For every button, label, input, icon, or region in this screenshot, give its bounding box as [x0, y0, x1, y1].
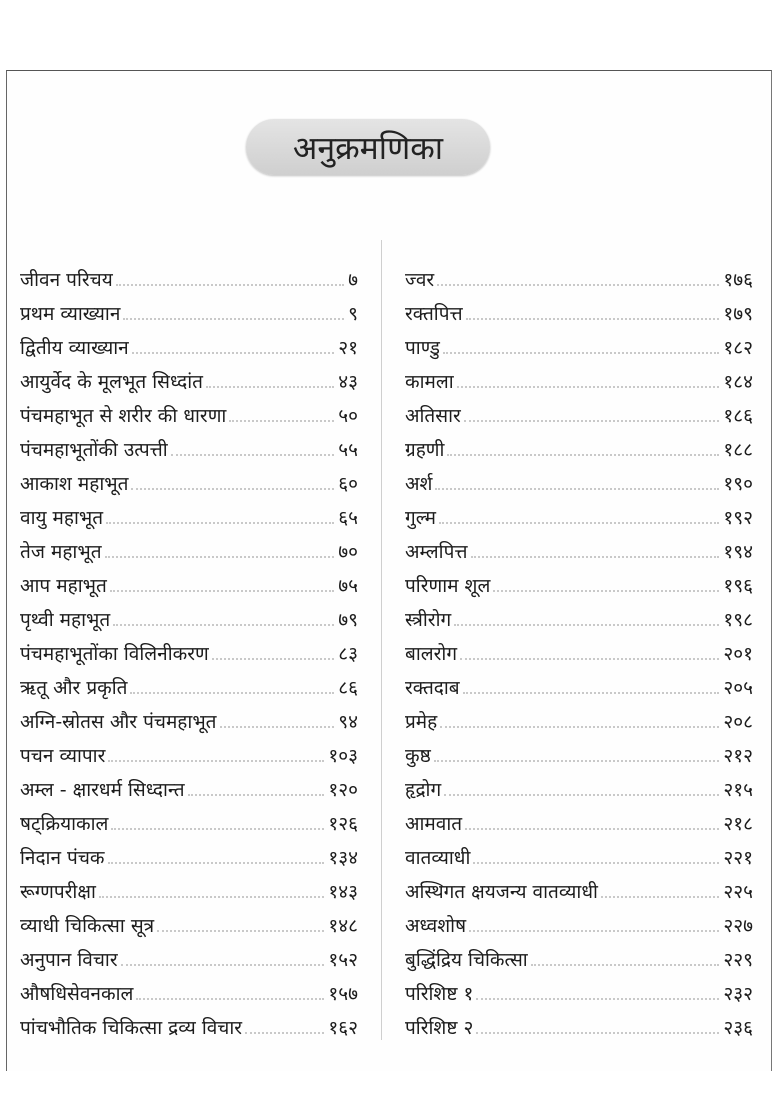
- toc-entry-page: १९२: [723, 507, 753, 529]
- toc-entry-page: ८६: [338, 677, 358, 699]
- toc-entry-title: आमवात: [405, 813, 463, 835]
- dot-leader: [121, 964, 325, 966]
- toc-entry-title: पचन व्यापार: [20, 745, 106, 767]
- toc-entry-title: जीवन परिचय: [20, 269, 113, 291]
- dot-leader: [460, 658, 719, 660]
- toc-entry-page: १७९: [723, 303, 753, 325]
- toc-entry-page: १९०: [723, 473, 753, 495]
- toc-entry-page: १४८: [328, 915, 358, 937]
- toc-entry: [20, 938, 358, 972]
- dot-leader: [116, 284, 344, 286]
- toc-entry: [20, 972, 358, 1006]
- toc-entry: [405, 870, 753, 904]
- dot-leader: [466, 318, 720, 320]
- toc-entry-page: १८२: [723, 337, 753, 359]
- toc-entry: [405, 632, 753, 666]
- toc-entry: [405, 326, 753, 360]
- toc-entry-title: निदान पंचक: [20, 847, 105, 869]
- dot-leader: [531, 964, 720, 966]
- dot-leader: [439, 522, 719, 524]
- toc-entry-title: रूग्णपरीक्षा: [20, 881, 96, 903]
- toc-entry-page: ७५: [338, 575, 358, 597]
- toc-entry-page: ५०: [338, 405, 358, 427]
- dot-leader: [136, 998, 324, 1000]
- toc-entry: [20, 734, 358, 768]
- toc-entry: [20, 632, 358, 666]
- dot-leader: [454, 624, 719, 626]
- toc-entry-page: ६०: [338, 473, 358, 495]
- dot-leader: [106, 522, 334, 524]
- toc-entry: [405, 394, 753, 428]
- toc-entry-title: आप महाभूत: [20, 575, 107, 597]
- toc-entry: [20, 700, 358, 734]
- toc-entry-page: १८८: [723, 439, 753, 461]
- toc-entry: [405, 836, 753, 870]
- toc-entry-title: पृथ्वी महाभूत: [20, 609, 111, 631]
- toc-entry: [20, 428, 358, 462]
- toc-entry-page: २०८: [723, 711, 753, 733]
- dot-leader: [105, 556, 335, 558]
- toc-entry-page: २१२: [723, 745, 753, 767]
- toc-entry-page: २३६: [723, 1017, 753, 1039]
- toc-entry: [405, 700, 753, 734]
- toc-entry: [405, 258, 753, 292]
- toc-left-column: [20, 258, 358, 1040]
- dot-leader: [110, 590, 334, 592]
- toc-entry-page: १७६: [723, 269, 753, 291]
- dot-leader: [188, 794, 325, 796]
- dot-leader: [245, 1032, 324, 1034]
- toc-entry-page: २०१: [723, 643, 753, 665]
- dot-leader: [130, 692, 334, 694]
- toc-entry: [20, 564, 358, 598]
- dot-leader: [493, 590, 719, 592]
- toc-entry-title: वातव्याधी: [405, 847, 471, 869]
- toc-entry-title: गुल्म: [405, 507, 436, 529]
- toc-entry-page: १०३: [328, 745, 358, 767]
- toc-entry-page: १२०: [328, 779, 358, 801]
- toc-entry-title: व्याधी चिकित्सा सूत्र: [20, 915, 155, 937]
- toc-entry: [405, 938, 753, 972]
- toc-entry-page: १५७: [328, 983, 358, 1005]
- toc-entry: [20, 1006, 358, 1040]
- toc-entry-title: आयुर्वेद के मूलभूत सिध्दांत: [20, 371, 203, 393]
- toc-entry: [20, 904, 358, 938]
- toc-entry: [405, 972, 753, 1006]
- dot-leader: [463, 692, 720, 694]
- toc-entry-title: पंचमहाभूतोंकी उत्पत्ती: [20, 439, 168, 461]
- toc-entry: [405, 768, 753, 802]
- toc-entry: [20, 530, 358, 564]
- toc-entry-title: परिणाम शूल: [405, 575, 491, 597]
- dot-leader: [220, 726, 335, 728]
- toc-entry-title: अस्थिगत क्षयजन्य वातव्याधी: [405, 881, 598, 903]
- toc-entry: [20, 496, 358, 530]
- toc-entry-title: ऋतू और प्रकृति: [20, 677, 128, 699]
- toc-entry-page: ५५: [338, 439, 358, 461]
- toc-entry-page: १६२: [328, 1017, 358, 1039]
- toc-entry-title: रक्तदाब: [405, 677, 460, 699]
- dot-leader: [476, 1032, 719, 1034]
- dot-leader: [435, 488, 719, 490]
- dot-leader: [108, 760, 324, 762]
- toc-entry-title: अतिसार: [405, 405, 461, 427]
- dot-leader: [471, 556, 720, 558]
- toc-entry-title: रक्तपित्त: [405, 303, 463, 325]
- toc-entry: [405, 564, 753, 598]
- dot-leader: [434, 760, 720, 762]
- dot-leader: [229, 420, 334, 422]
- toc-entry: [405, 292, 753, 326]
- toc-entry: [405, 428, 753, 462]
- toc-entry-title: पंचमहाभूतोंका विलिनीकरण: [20, 643, 209, 665]
- toc-entry-page: २३२: [723, 983, 753, 1005]
- toc-entry-title: कामला: [405, 371, 454, 393]
- toc-entry-title: अध्वशोष: [405, 915, 467, 937]
- toc-entry-page: १२६: [328, 813, 358, 835]
- dot-leader: [443, 352, 719, 354]
- dot-leader: [469, 930, 719, 932]
- toc-entry: [20, 870, 358, 904]
- dot-leader: [444, 794, 719, 796]
- toc-entry-page: ९: [348, 303, 358, 325]
- toc-entry-title: हृद्रोग: [405, 779, 442, 801]
- toc-entry-page: ७०: [338, 541, 358, 563]
- toc-entry-title: अर्श: [405, 473, 433, 495]
- dot-leader: [465, 828, 719, 830]
- dot-leader: [601, 896, 719, 898]
- dot-leader: [437, 284, 719, 286]
- toc-entry-page: २२१: [723, 847, 753, 869]
- toc-entry: [405, 598, 753, 632]
- dot-leader: [447, 454, 719, 456]
- toc-entry: [405, 1006, 753, 1040]
- toc-entry-page: १३४: [328, 847, 358, 869]
- dot-leader: [111, 828, 324, 830]
- dot-leader: [212, 658, 334, 660]
- toc-entry-page: २२५: [723, 881, 753, 903]
- toc-entry-title: आकाश महाभूत: [20, 473, 129, 495]
- toc-entry-title: परिशिष्ट १: [405, 983, 474, 1005]
- dot-leader: [131, 488, 334, 490]
- dot-leader: [473, 862, 719, 864]
- toc-entry-title: प्रमेह: [405, 711, 438, 733]
- dot-leader: [132, 352, 335, 354]
- toc-entry: [20, 360, 358, 394]
- dot-leader: [206, 386, 334, 388]
- toc-entry: [405, 666, 753, 700]
- toc-entry-title: औषधिसेवनकाल: [20, 983, 134, 1005]
- dot-leader: [457, 386, 720, 388]
- toc-entry-page: ६५: [338, 507, 358, 529]
- toc-entry-title: पांचभौतिक चिकित्सा द्रव्य विचार: [20, 1017, 243, 1039]
- dot-leader: [464, 420, 720, 422]
- toc-entry-title: द्वितीय व्याख्यान: [20, 337, 129, 359]
- toc-entry: [20, 836, 358, 870]
- toc-entry-title: बुद्धिंद्रिय चिकित्सा: [405, 949, 528, 971]
- page-title: अनुक्रमणिका: [246, 119, 490, 175]
- toc-entry-page: २१: [338, 337, 358, 359]
- toc-entry-title: अग्नि-स्रोतस और पंचमहाभूत: [20, 711, 217, 733]
- dot-leader: [157, 930, 324, 932]
- toc-entry-title: तेज महाभूत: [20, 541, 102, 563]
- dot-leader: [108, 862, 325, 864]
- toc-entry-page: ८३: [338, 643, 358, 665]
- toc-entry-title: पाण्डु: [405, 337, 440, 359]
- toc-entry-title: पंचमहाभूत से शरीर की धारणा: [20, 405, 227, 427]
- toc-entry-page: २१५: [723, 779, 753, 801]
- toc-entry: [405, 530, 753, 564]
- toc-entry-title: स्त्रीरोग: [405, 609, 452, 631]
- toc-entry: [405, 904, 753, 938]
- toc-entry: [405, 360, 753, 394]
- toc-entry-title: ज्वर: [405, 269, 435, 291]
- toc-entry-title: अनुपान विचार: [20, 949, 118, 971]
- toc-entry-title: षट्क्रियाकाल: [20, 813, 109, 835]
- toc-entry: [20, 802, 358, 836]
- toc-entry: [405, 496, 753, 530]
- toc-entry: [20, 292, 358, 326]
- toc-entry-title: अम्ल - क्षारधर्म सिध्दान्त: [20, 779, 185, 801]
- toc-entry-page: २०५: [723, 677, 753, 699]
- toc-entry-title: वायु महाभूत: [20, 507, 104, 529]
- dot-leader: [440, 726, 719, 728]
- toc-entry: [20, 326, 358, 360]
- toc-entry-page: २२९: [723, 949, 753, 971]
- toc-entry-page: १९८: [723, 609, 753, 631]
- toc-entry-page: १५२: [328, 949, 358, 971]
- toc-entry-title: परिशिष्ट २: [405, 1017, 474, 1039]
- dot-leader: [99, 896, 324, 898]
- column-divider: [381, 240, 382, 1040]
- toc-entry-page: १८६: [723, 405, 753, 427]
- toc-right-column: [405, 258, 753, 1040]
- toc-entry-title: कुष्ठ: [405, 745, 431, 767]
- toc-entry-page: ७: [348, 269, 358, 291]
- toc-entry: [20, 768, 358, 802]
- toc-entry: [405, 462, 753, 496]
- toc-entry-page: १४३: [328, 881, 358, 903]
- toc-entry-title: अम्लपित्त: [405, 541, 468, 563]
- toc-entry-page: १९४: [723, 541, 753, 563]
- dot-leader: [171, 454, 335, 456]
- toc-entry: [405, 734, 753, 768]
- toc-entry-title: ग्रहणी: [405, 439, 445, 461]
- toc-entry-page: ४३: [338, 371, 358, 393]
- toc-entry: [20, 598, 358, 632]
- toc-entry-title: बालरोग: [405, 643, 458, 665]
- toc-entry-page: १८४: [723, 371, 753, 393]
- toc-entry: [20, 462, 358, 496]
- toc-entry: [405, 802, 753, 836]
- toc-entry-page: २२७: [723, 915, 753, 937]
- toc-entry-page: ९४: [338, 711, 358, 733]
- toc-entry: [20, 258, 358, 292]
- toc-entry-page: १९६: [723, 575, 753, 597]
- toc-entry-title: प्रथम व्याख्यान: [20, 303, 121, 325]
- toc-entry: [20, 394, 358, 428]
- toc-entry-page: ७९: [338, 609, 358, 631]
- dot-leader: [123, 318, 344, 320]
- toc-entry-page: २१८: [723, 813, 753, 835]
- dot-leader: [113, 624, 334, 626]
- dot-leader: [476, 998, 719, 1000]
- toc-entry: [20, 666, 358, 700]
